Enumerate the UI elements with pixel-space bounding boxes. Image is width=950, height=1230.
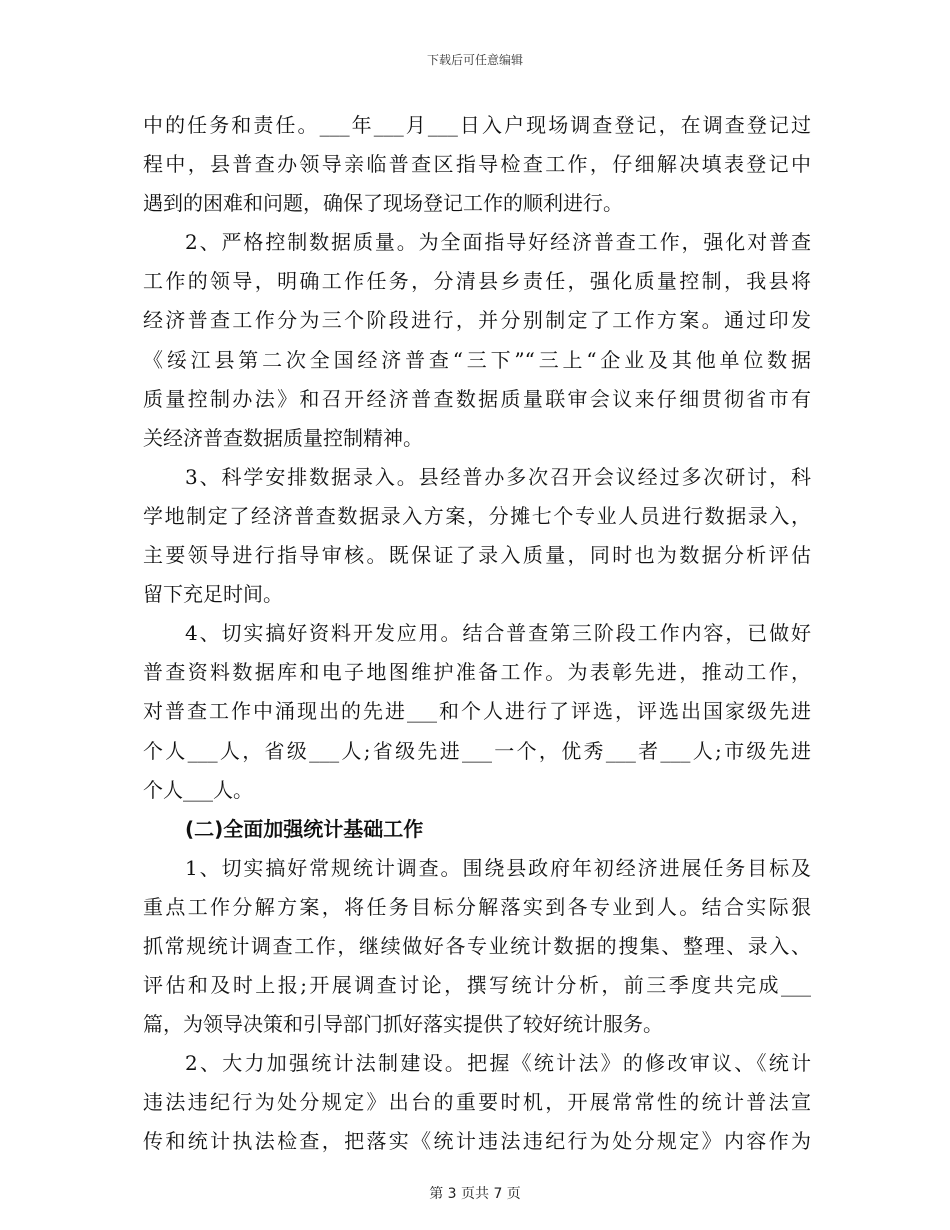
text-line: 2、大力加强统计法制建设。把握《统计法》的修改审议、《统计 [185,1051,811,1076]
text-line: 评估和及时上报;开展调查讨论，撰写统计分析，前三季度共完成___ [143,973,811,998]
text-line: 传和统计执法检查，把落实《统计违法违纪行为处分规定》内容作为 [143,1129,811,1154]
text-line: 篇，为领导决策和引导部门抓好落实提供了较好统计服务。 [143,1012,663,1037]
body-text [143,106,811,1162]
text-line: 个人___人。 [143,777,253,802]
text-line: 普查资料数据库和电子地图维护准备工作。为表彰先进，推动工作， [143,660,811,685]
text-line: 3、科学安排数据录入。县经普办多次召开会议经过多次研讨，科 [185,464,811,489]
text-line: 遇到的困难和问题，确保了现场登记工作的顺利进行。 [143,191,623,216]
text-line: 4、切实搞好资料开发应用。结合普查第三阶段工作内容，已做好 [185,621,811,646]
text-line: 1、切实搞好常规统计调查。围绕县政府年初经济进展任务目标及 [185,855,811,880]
text-line: 质量控制办法》和召开经济普查数据质量联审会议来仔细贯彻省市有 [143,386,811,411]
text-line: 2、严格控制数据质量。为全面指导好经济普查工作，强化对普查 [185,230,811,255]
text-line: 《绥江县第二次全国经济普查“三下”“三上“企业及其他单位数据 [143,347,811,372]
section-heading: (二)全面加强统计基础工作 [185,816,424,841]
text-line: 违法违纪行为处分规定》出台的重要时机，开展常常性的统计普法宣 [143,1090,811,1115]
text-line: 工作的领导，明确工作任务，分清县乡责任，强化质量控制，我县将 [143,269,811,294]
text-line: 关经济普查数据质量控制精神。 [143,425,423,450]
text-line: 经济普查工作分为三个阶段进行，并分别制定了工作方案。通过印发 [143,308,811,333]
text-line: 中的任务和责任。___年___月___日入户现场调查登记，在调查登记过 [143,113,811,137]
text-line: 程中，县普查办领导亲临普查区指导检查工作，仔细解决填表登记中 [143,152,811,177]
text-line: 重点工作分解方案，将任务目标分解落实到各专业到人。结合实际狠 [143,894,811,919]
text-line: 主要领导进行指导审核。既保证了录入质量，同时也为数据分析评估 [143,543,811,568]
text-line: 对普查工作中涌现出的先进___和个人进行了评选，评选出国家级先进 [143,699,811,724]
text-line: 个人___人，省级___人;省级先进___一个，优秀___者___人;市级先进 [143,738,811,763]
page-header: 下载后可任意编辑 [426,53,523,67]
page-footer: 第 3 页共 7 页 [429,1186,521,1202]
text-line: 留下充足时间。 [143,582,283,607]
text-line: 抓常规统计调查工作，继续做好各专业统计数据的搜集、整理、录入、 [143,933,811,958]
text-line: 学地制定了经济普查数据录入方案，分摊七个专业人员进行数据录入， [143,503,811,528]
